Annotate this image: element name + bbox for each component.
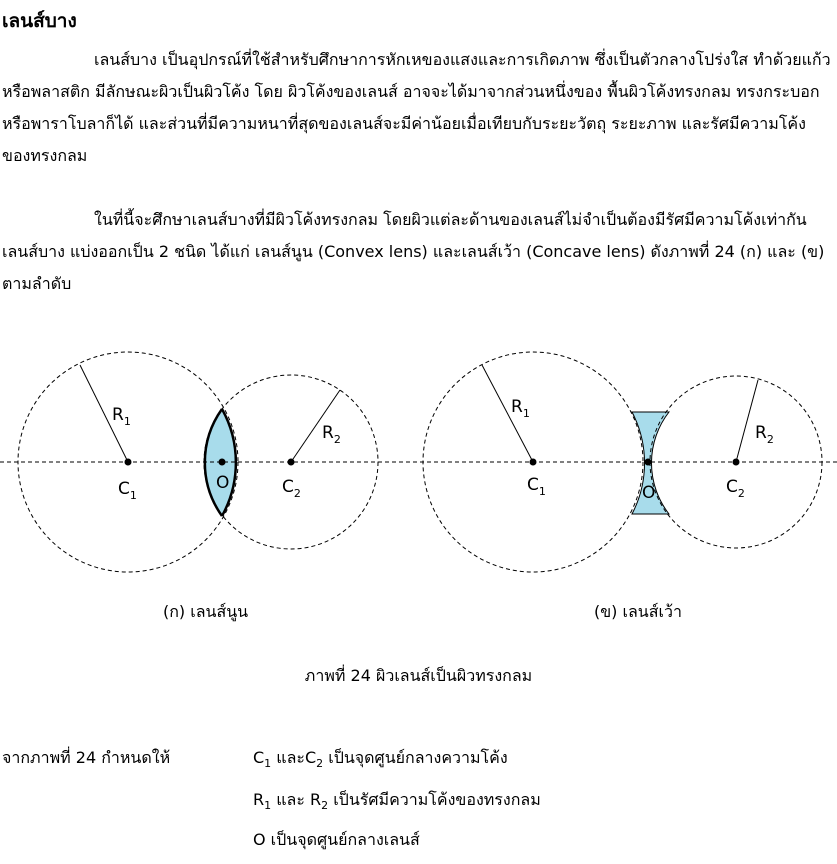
paragraph-intro-text: เลนส์บาง เป็นอุปกรณ์ที่ใช้สำหรับศึกษาการหักเหของแสงและการเกิดภาพ ซึ่งเป็นตัวกลางโปร่งใส ทำด้วยแก้วหรือพลาสติก มีลักษณะผิวเป็นผิวโค้ง โดย ผิวโค้งของเลนส์ อาจจะได้มาจากส่วนหนึ่งของ พื้นผิวโค้งทรงกลม ทรงกระบอก หรือพาราโบลาก็ได้ และส่วนที่มีความหนาที่สุดของเลนส์จะมีค่าน้อยเมื่อเทียบกับระยะวัตถุ ระยะภาพ และรัศมีความโค้งของทรงกลม	[2, 50, 831, 165]
label-c2: $C_2$	[282, 477, 301, 500]
label-c1: $C_1$	[527, 475, 546, 498]
concave-lens-diagram	[423, 352, 822, 572]
label-r1: $R_1$	[511, 397, 530, 420]
label-c1: $C_1$	[118, 479, 137, 502]
paragraph-types	[2, 204, 832, 300]
section-heading: เลนส์บาง	[2, 10, 77, 32]
figure-caption: ภาพที่ 24 ผิวเลนส์เป็นผิวทรงกลม	[304, 666, 533, 685]
definition-lens-center: O เป็นจุดศูนย์กลางเลนส์	[253, 830, 420, 849]
label-o: O	[642, 483, 656, 503]
label-r2: $R_2$	[755, 423, 774, 446]
label-o: O	[216, 473, 230, 493]
paragraph-types-text: ในที่นี้จะศึกษาเลนส์บางที่มีผิวโค้งทรงกลม โดยผิวแต่ละด้านของเลนส์ไม่จำเป็นต้องมีรัศมีความโค้งเท่ากัน เลนส์บาง แบ่งออกเป็น 2 ชนิด ได้แก่ เลนส์นูน (Convex lens) และเลนส์เว้า (Concave lens) ดังภาพที่ 24 (ก) และ (ข) ตามลำดับ	[2, 210, 825, 293]
definition-radii: $R_1$ และ $R_2$ เป็นรัศมีความโค้งของทรงกลม	[253, 790, 541, 813]
paragraph-intro	[2, 44, 832, 172]
definitions-lead: จากภาพที่ 24 กำหนดให้	[2, 748, 171, 767]
definition-centers: $C_1$ และ$C_2$ เป็นจุดศูนย์กลางความโค้ง	[253, 748, 508, 771]
lens-figure	[0, 350, 837, 590]
label-r2: $R_2$	[322, 423, 341, 446]
label-c2: $C_2$	[726, 477, 745, 500]
radius-line-r2	[736, 380, 758, 462]
label-r1: $R_1$	[112, 405, 131, 428]
caption-convex: (ก) เลนส์นูน	[163, 602, 249, 621]
caption-concave: (ข) เลนส์เว้า	[594, 602, 682, 621]
